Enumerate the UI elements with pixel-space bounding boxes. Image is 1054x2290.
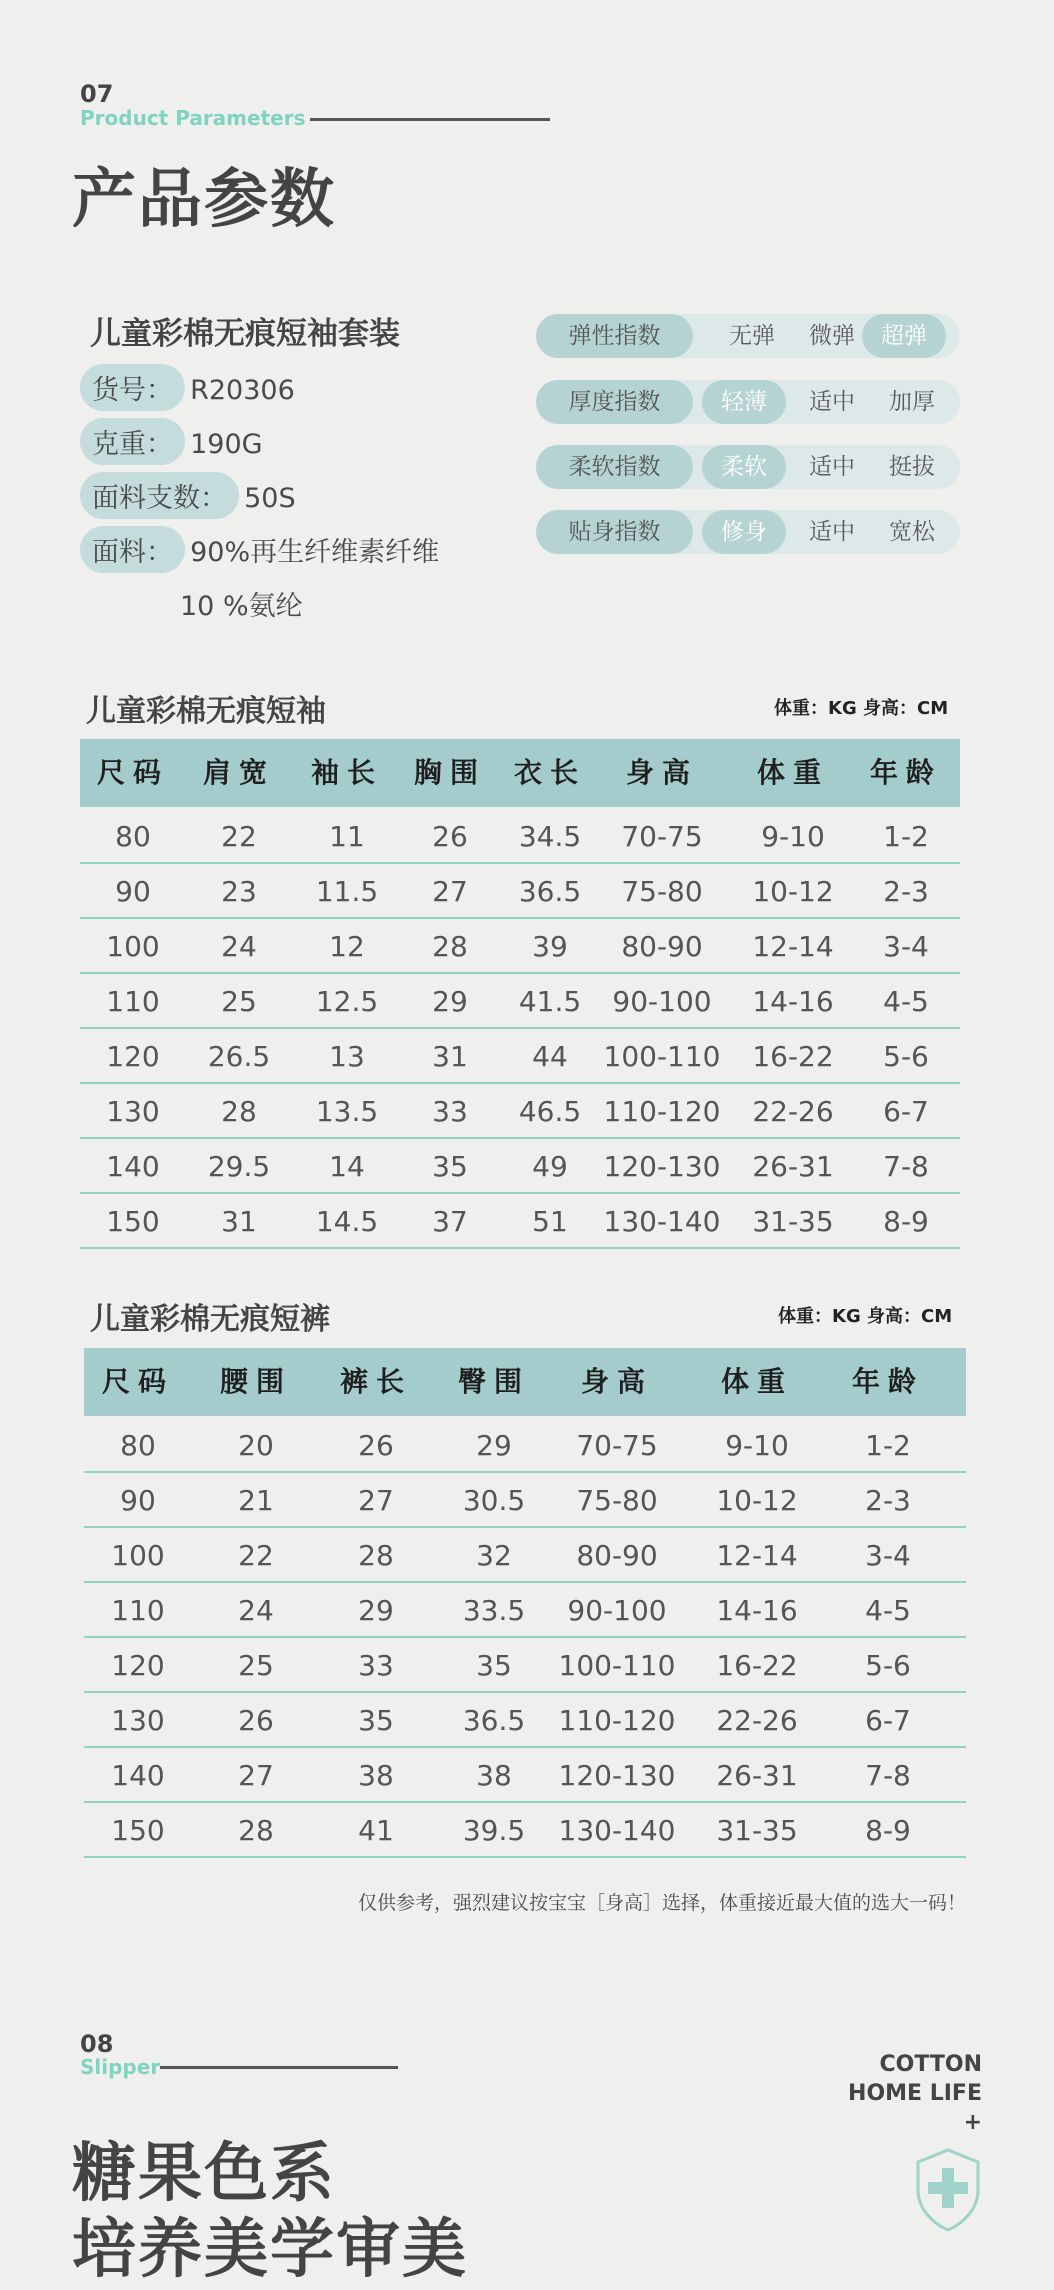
index-option: 适中	[809, 454, 855, 480]
table-bottom-title: 儿童彩棉无痕短裤	[90, 1302, 330, 1337]
table-row	[84, 1748, 966, 1803]
column-header: 胸围	[413, 756, 487, 789]
table-cell: 12-14	[752, 930, 834, 963]
table-cell: 3-4	[865, 1539, 911, 1572]
table-cell: 34.5	[518, 820, 582, 853]
table-cell: 9-10	[725, 1429, 789, 1462]
table-bottom-unit: 体重：KG 身高：CM	[778, 1306, 953, 1327]
section-title-line2: 培养美学审美	[72, 2213, 468, 2287]
table-cell: 5-6	[883, 1040, 929, 1073]
table-cell: 28	[238, 1814, 274, 1847]
table-cell: 130	[111, 1704, 165, 1737]
table-cell: 29.5	[207, 1150, 271, 1183]
table-cell: 7-8	[883, 1150, 929, 1183]
table-cell: 120-130	[558, 1759, 676, 1792]
table-cell: 36.5	[462, 1704, 526, 1737]
column-header: 袖长	[310, 756, 384, 789]
table-cell: 22-26	[752, 1095, 834, 1128]
table-cell: 90	[115, 875, 151, 908]
table-cell: 100-110	[603, 1040, 721, 1073]
table-cell: 33	[432, 1095, 468, 1128]
table-cell: 35	[432, 1150, 468, 1183]
table-cell: 22	[221, 820, 257, 853]
size-table-top	[80, 739, 960, 1250]
table-cell: 14-16	[752, 985, 834, 1018]
table-cell: 11.5	[315, 875, 379, 908]
info-label: 克重：	[80, 418, 185, 465]
table-cell: 21	[238, 1484, 274, 1517]
table-cell: 3-4	[883, 930, 929, 963]
table-row	[80, 1139, 960, 1194]
table-row	[80, 1029, 960, 1084]
table-cell: 35	[476, 1649, 512, 1682]
table-cell: 110-120	[558, 1704, 676, 1737]
product-name: 儿童彩棉无痕短袖套装	[90, 316, 400, 352]
section-divider	[160, 2066, 398, 2069]
table-cell: 8-9	[865, 1814, 911, 1847]
table-cell: 39	[532, 930, 568, 963]
table-cell: 29	[358, 1594, 394, 1627]
table-cell: 5-6	[865, 1649, 911, 1682]
index-option: 适中	[809, 519, 855, 545]
brand-plus: +	[963, 2110, 982, 2135]
table-row	[80, 809, 960, 864]
info-label: 货号：	[80, 364, 185, 411]
table-cell: 35	[358, 1704, 394, 1737]
index-label: 贴身指数	[536, 510, 693, 554]
table-cell: 100	[111, 1539, 165, 1572]
table-cell: 22	[238, 1539, 274, 1572]
table-cell: 110	[111, 1594, 165, 1627]
table-cell: 130-140	[603, 1205, 721, 1238]
table-cell: 100-110	[558, 1649, 676, 1682]
table-cell: 33.5	[462, 1594, 526, 1627]
table-cell: 130-140	[558, 1814, 676, 1847]
page-title: 产品参数	[72, 163, 336, 237]
table-cell: 16-22	[716, 1649, 798, 1682]
table-row	[80, 1084, 960, 1139]
table-row	[84, 1528, 966, 1583]
table-cell: 16-22	[752, 1040, 834, 1073]
brand-text	[848, 2050, 982, 2137]
table-cell: 23	[221, 875, 257, 908]
info-value: R20306	[190, 375, 295, 406]
table-cell: 80-90	[621, 930, 703, 963]
table-row	[80, 974, 960, 1029]
column-header: 腰围	[219, 1365, 293, 1398]
table-cell: 14.5	[315, 1205, 379, 1238]
table-cell: 90	[120, 1484, 156, 1517]
table-cell: 26.5	[207, 1040, 271, 1073]
table-cell: 1-2	[883, 820, 929, 853]
index-row	[536, 314, 960, 358]
table-cell: 140	[106, 1150, 160, 1183]
table-cell: 120	[111, 1649, 165, 1682]
index-option: 微弹	[809, 323, 855, 349]
table-cell: 6-7	[883, 1095, 929, 1128]
table-cell: 75-80	[576, 1484, 658, 1517]
index-option: 无弹	[729, 323, 775, 349]
brand-line2: HOME LIFE	[848, 2081, 982, 2106]
table-cell: 26	[358, 1429, 394, 1462]
table-cell: 70-75	[621, 820, 703, 853]
column-header: 衣长	[513, 756, 587, 789]
index-option: 轻薄	[702, 380, 786, 424]
table-cell: 12-14	[716, 1539, 798, 1572]
table-cell: 31	[432, 1040, 468, 1073]
table-cell: 37	[432, 1205, 468, 1238]
table-cell: 38	[358, 1759, 394, 1792]
column-header: 尺码	[96, 756, 170, 789]
table-row	[80, 919, 960, 974]
table-cell: 110-120	[603, 1095, 721, 1128]
table-cell: 31-35	[752, 1205, 834, 1238]
table-row	[80, 864, 960, 919]
table-cell: 90-100	[567, 1594, 667, 1627]
table-cell: 6-7	[865, 1704, 911, 1737]
table-cell: 13.5	[315, 1095, 379, 1128]
table-row	[84, 1418, 966, 1473]
section-number: 07	[80, 80, 114, 108]
table-cell: 29	[432, 985, 468, 1018]
table-cell: 120	[106, 1040, 160, 1073]
table-cell: 2-3	[883, 875, 929, 908]
index-option: 加厚	[889, 389, 935, 415]
index-option: 柔软	[702, 445, 786, 489]
column-header: 体重	[756, 756, 830, 789]
shield-cross-icon	[912, 2146, 984, 2232]
table-row	[84, 1693, 966, 1748]
info-value: 190G	[190, 429, 263, 460]
table-cell: 25	[221, 985, 257, 1018]
table-cell: 38	[476, 1759, 512, 1792]
index-label: 弹性指数	[536, 314, 693, 358]
column-header: 肩宽	[202, 756, 276, 789]
table-cell: 13	[329, 1040, 365, 1073]
table-cell: 70-75	[576, 1429, 658, 1462]
index-option: 宽松	[889, 519, 935, 545]
brand-line1: COTTON	[879, 2052, 982, 2077]
table-cell: 90-100	[612, 985, 712, 1018]
index-row	[536, 380, 960, 424]
table-cell: 12.5	[315, 985, 379, 1018]
table-cell: 12	[329, 930, 365, 963]
info-value: 50S	[244, 483, 296, 514]
table-row	[80, 1194, 960, 1249]
table-cell: 31-35	[716, 1814, 798, 1847]
table-cell: 41.5	[518, 985, 582, 1018]
table-cell: 22-26	[716, 1704, 798, 1737]
table-cell: 33	[358, 1649, 394, 1682]
table-cell: 80-90	[576, 1539, 658, 1572]
table-header	[84, 1348, 966, 1416]
table-cell: 4-5	[865, 1594, 911, 1627]
table-cell: 32	[476, 1539, 512, 1572]
table-cell: 46.5	[518, 1095, 582, 1128]
index-option: 超弹	[862, 314, 946, 358]
index-label: 柔软指数	[536, 445, 693, 489]
index-option: 适中	[809, 389, 855, 415]
table-cell: 7-8	[865, 1759, 911, 1792]
table-cell: 10-12	[716, 1484, 798, 1517]
info-label: 面料支数：	[80, 472, 239, 519]
column-header: 尺码	[101, 1365, 175, 1398]
section-divider	[310, 118, 550, 121]
table-cell: 26	[238, 1704, 274, 1737]
size-note: 仅供参考，强烈建议按宝宝［身高］选择，体重接近最大值的选大一码！	[357, 1892, 966, 1914]
table-cell: 80	[115, 820, 151, 853]
table-cell: 24	[221, 930, 257, 963]
index-option: 修身	[702, 510, 786, 554]
table-header	[80, 739, 960, 807]
table-cell: 120-130	[603, 1150, 721, 1183]
section-subtitle: Product Parameters	[80, 106, 306, 130]
table-cell: 100	[106, 930, 160, 963]
section-number: 08	[80, 2030, 114, 2058]
table-top-unit: 体重：KG 身高：CM	[774, 698, 949, 719]
info-item-fabric	[80, 526, 439, 573]
table-cell: 31	[221, 1205, 257, 1238]
size-table-bottom	[84, 1348, 966, 1858]
table-cell: 36.5	[518, 875, 582, 908]
table-cell: 150	[106, 1205, 160, 1238]
section-title-line1: 糖果色系	[72, 2137, 336, 2211]
table-cell: 14	[329, 1150, 365, 1183]
table-cell: 27	[432, 875, 468, 908]
table-cell: 26-31	[716, 1759, 798, 1792]
column-header: 体重	[720, 1365, 794, 1398]
table-cell: 26-31	[752, 1150, 834, 1183]
info-item-sku	[80, 364, 295, 411]
table-cell: 27	[358, 1484, 394, 1517]
table-cell: 28	[358, 1539, 394, 1572]
table-cell: 28	[432, 930, 468, 963]
section-subtitle: Slipper	[80, 2055, 161, 2079]
table-cell: 8-9	[883, 1205, 929, 1238]
table-cell: 49	[532, 1150, 568, 1183]
table-cell: 2-3	[865, 1484, 911, 1517]
column-header: 身高	[625, 756, 699, 789]
table-row	[84, 1473, 966, 1528]
table-cell: 44	[532, 1040, 568, 1073]
info-item-weight	[80, 418, 263, 465]
table-cell: 39.5	[462, 1814, 526, 1847]
table-cell: 27	[238, 1759, 274, 1792]
table-row	[84, 1638, 966, 1693]
index-label: 厚度指数	[536, 380, 693, 424]
info-value: 90%再生纤维素纤维	[190, 537, 440, 568]
table-cell: 10-12	[752, 875, 834, 908]
table-cell: 26	[432, 820, 468, 853]
table-cell: 11	[329, 820, 365, 853]
table-cell: 41	[358, 1814, 394, 1847]
index-option: 挺拔	[889, 454, 935, 480]
table-cell: 110	[106, 985, 160, 1018]
column-header: 年龄	[869, 756, 943, 789]
table-cell: 9-10	[761, 820, 825, 853]
index-row	[536, 510, 960, 554]
table-row	[84, 1803, 966, 1858]
table-cell: 75-80	[621, 875, 703, 908]
table-cell: 24	[238, 1594, 274, 1627]
fabric-line2: 10 %氨纶	[180, 591, 303, 622]
column-header: 身高	[580, 1365, 654, 1398]
column-header: 裤长	[339, 1365, 413, 1398]
table-cell: 4-5	[883, 985, 929, 1018]
table-cell: 30.5	[462, 1484, 526, 1517]
column-header: 年龄	[851, 1365, 925, 1398]
table-cell: 28	[221, 1095, 257, 1128]
table-cell: 150	[111, 1814, 165, 1847]
info-item-count	[80, 472, 296, 519]
table-top-title: 儿童彩棉无痕短袖	[86, 694, 326, 729]
table-cell: 29	[476, 1429, 512, 1462]
table-cell: 51	[532, 1205, 568, 1238]
index-row	[536, 445, 960, 489]
table-cell: 25	[238, 1649, 274, 1682]
table-cell: 20	[238, 1429, 274, 1462]
table-cell: 130	[106, 1095, 160, 1128]
table-row	[84, 1583, 966, 1638]
info-label: 面料：	[80, 526, 185, 573]
table-cell: 14-16	[716, 1594, 798, 1627]
table-cell: 140	[111, 1759, 165, 1792]
column-header: 臀围	[457, 1365, 531, 1398]
table-cell: 1-2	[865, 1429, 911, 1462]
table-cell: 80	[120, 1429, 156, 1462]
